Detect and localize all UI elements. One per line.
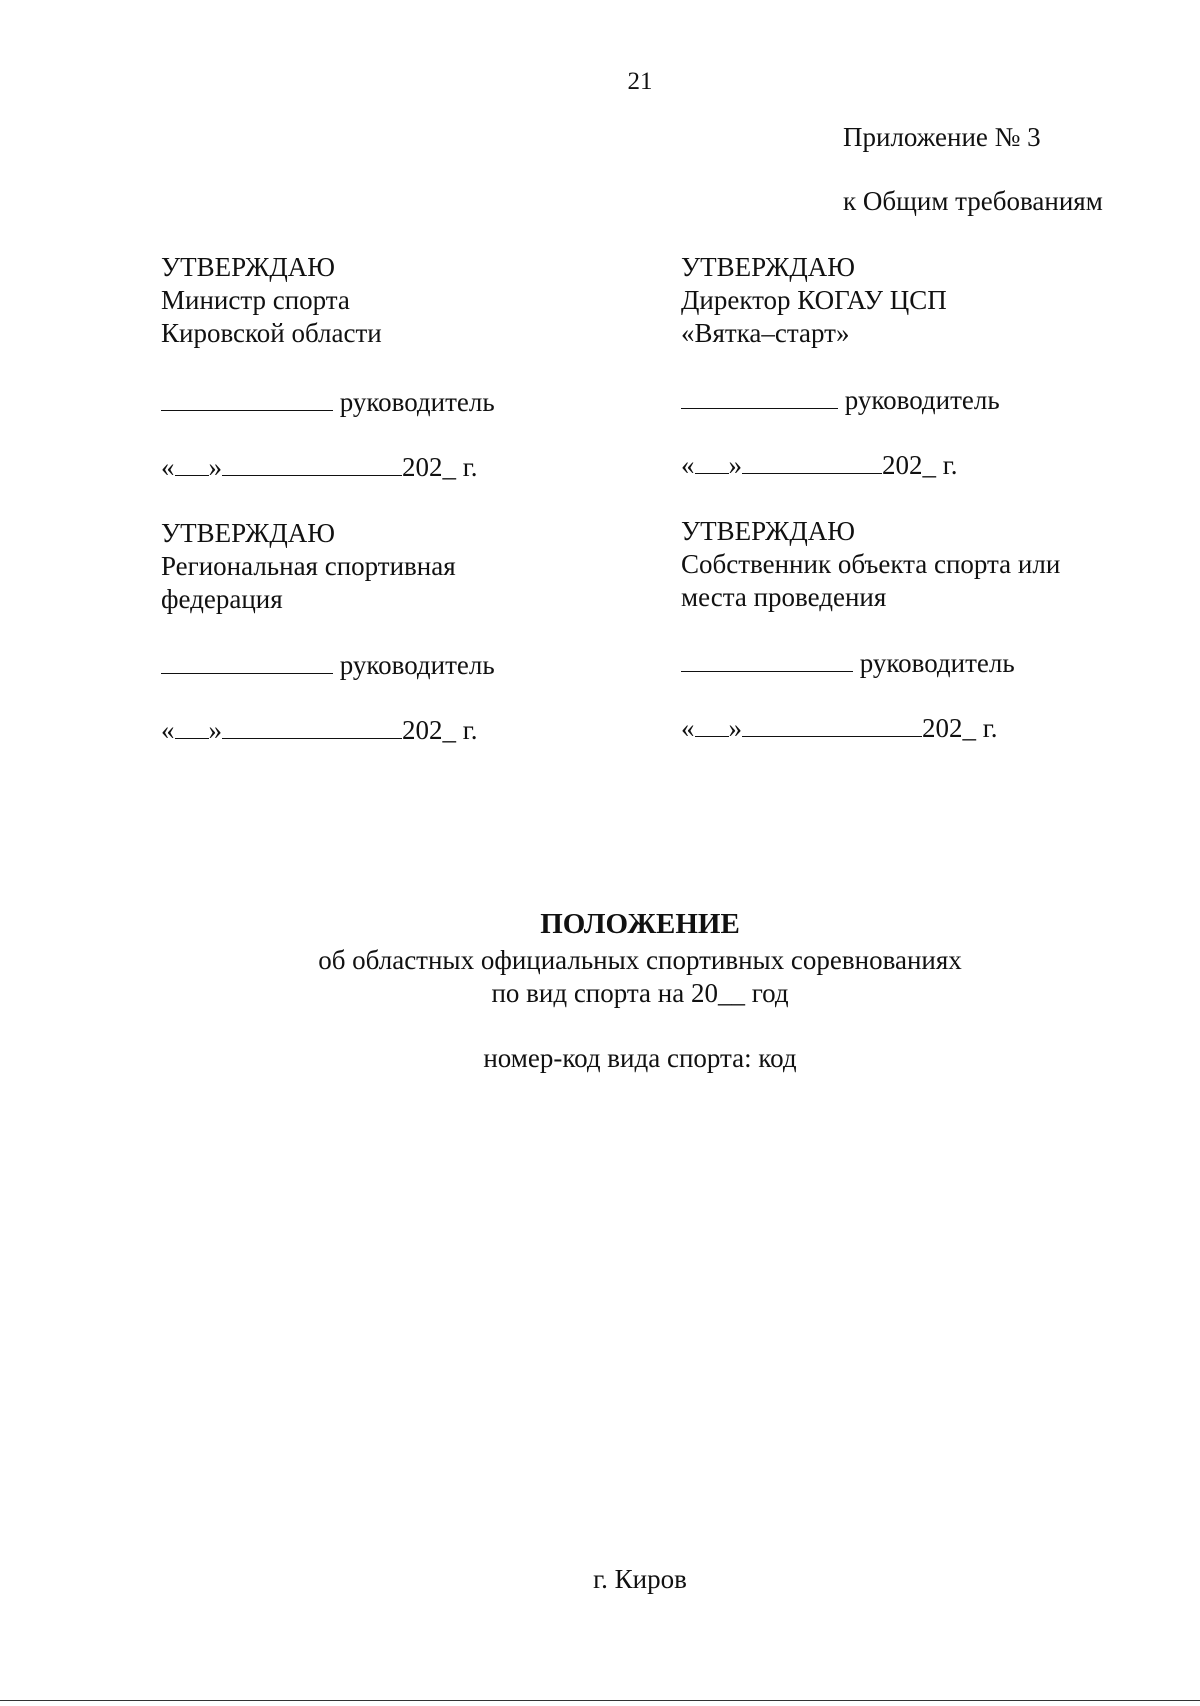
date-quote-open: « [161, 715, 175, 745]
approval-block-director [681, 251, 947, 350]
signature-label: руководитель [339, 650, 495, 680]
signature-line-minister [161, 387, 495, 418]
day-blank [695, 714, 729, 737]
approval-block-minister [161, 251, 382, 350]
month-blank [222, 716, 402, 739]
appendix-number: Приложение № 3 [843, 122, 1041, 152]
approver-position: Региональная спортивная [161, 551, 456, 581]
approver-organization: федерация [161, 584, 283, 614]
sport-code-line: номер-код вида спорта: код [483, 1043, 797, 1073]
signature-line-director [681, 385, 1000, 416]
approver-position: Собственник объекта спорта или [681, 549, 1061, 579]
day-blank [695, 451, 729, 474]
date-quote-close: » [728, 713, 742, 743]
signature-blank [681, 386, 838, 409]
appendix-reference: к Общим требованиям [843, 186, 1103, 216]
date-quote-open: « [681, 450, 695, 480]
signature-label: руководитель [339, 387, 495, 417]
date-quote-open: « [161, 452, 175, 482]
signature-blank [161, 651, 333, 674]
signature-label: руководитель [844, 385, 1000, 415]
approver-position: Министр спорта [161, 285, 350, 315]
month-blank [222, 453, 402, 476]
year-label: 202_ г. [402, 452, 478, 482]
approver-organization: места проведения [681, 582, 887, 612]
month-blank [742, 451, 882, 474]
date-quote-close: » [208, 715, 222, 745]
signature-line-owner [681, 648, 1015, 679]
approval-block-owner [681, 515, 1060, 614]
day-blank [175, 716, 209, 739]
signature-line-federation [161, 650, 495, 681]
date-line-director [681, 450, 958, 481]
approval-block-federation [161, 517, 456, 616]
bottom-divider [0, 1700, 1200, 1701]
approver-position: Директор КОГАУ ЦСП [681, 285, 947, 315]
date-quote-close: » [208, 452, 222, 482]
signature-blank [161, 388, 333, 411]
date-quote-close: » [728, 450, 742, 480]
date-line-federation [161, 715, 478, 746]
approve-heading: УТВЕРЖДАЮ [681, 252, 856, 282]
month-blank [742, 714, 922, 737]
signature-blank [681, 649, 853, 672]
signature-label: руководитель [859, 648, 1015, 678]
year-label: 202_ г. [402, 715, 478, 745]
year-label: 202_ г. [882, 450, 958, 480]
date-quote-open: « [681, 713, 695, 743]
document-subtitle-year: по вид спорта на 20__ год [491, 978, 789, 1008]
approver-organization: Кировской области [161, 318, 382, 348]
date-line-minister [161, 452, 478, 483]
document-subtitle: об областных официальных спортивных соревнованиях [318, 945, 962, 975]
document-title: ПОЛОЖЕНИЕ [540, 908, 740, 940]
approve-heading: УТВЕРЖДАЮ [161, 518, 336, 548]
approver-organization: «Вятка–старт» [681, 318, 850, 348]
year-label: 202_ г. [922, 713, 998, 743]
city-label: г. Киров [593, 1564, 687, 1594]
date-line-owner [681, 713, 998, 744]
approve-heading: УТВЕРЖДАЮ [161, 252, 336, 282]
approve-heading: УТВЕРЖДАЮ [681, 516, 856, 546]
page-number: 21 [627, 68, 653, 95]
day-blank [175, 453, 209, 476]
